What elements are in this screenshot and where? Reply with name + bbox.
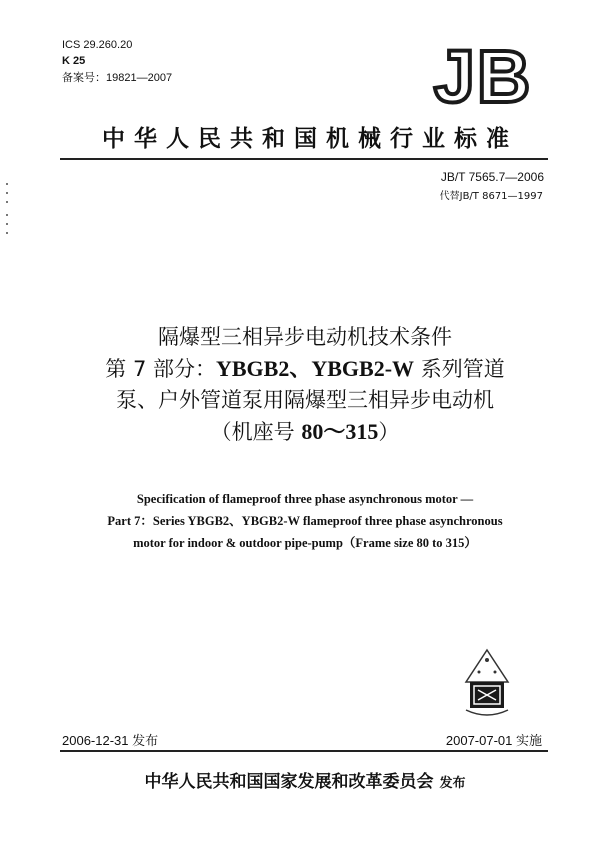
title-en-line-3: motor for indoor & outdoor pipe-pump（Frame size 80 to 315） (133, 536, 477, 550)
footer-divider (60, 750, 548, 752)
logo-text: JB (433, 40, 533, 110)
title-cn-series: YBGB2、YBGB2-W (216, 356, 415, 381)
organization-title: 中华人民共和国机械行业标准 (102, 126, 518, 152)
publish-date: 2006-12-31 发布 (62, 733, 159, 748)
title-cn-series-suffix: 系列管道 (414, 357, 505, 381)
issuer-action: 发布 (439, 776, 466, 791)
classification-code: K 25 (62, 55, 86, 67)
jb-logo (424, 40, 542, 110)
title-cn-frame-prefix: （机座号 (210, 420, 302, 444)
title-cn-line-2 (40, 353, 570, 385)
header-divider (60, 158, 548, 160)
title-cn-line-4 (40, 416, 570, 448)
title-cn-frame-range: 80～315 (301, 419, 379, 444)
title-en-line-2: Part 7：Series YBGB2、YBGB2-W flameproof three phase asynchronous (107, 514, 503, 528)
title-en-line-1: Specification of flameproof three phase asynchronous motor — (136, 492, 474, 506)
title-cn-line-1: 隔爆型三相异步电动机技术条件 (158, 325, 452, 349)
title-cn-frame-suffix: ） (378, 420, 400, 444)
issuer-line (60, 767, 550, 792)
record-number: 备案号：19821—2007 (62, 72, 173, 84)
title-cn-line-3: 泵、户外管道泵用隔爆型三相异步电动机 (116, 388, 494, 412)
publisher-emblem-icon (460, 648, 514, 720)
implement-date: 2007-07-01 实施 (445, 733, 542, 748)
title-cn-part: 第 7 部分： (105, 357, 216, 381)
issuer-name: 中华人民共和国国家发展和改革委员会 (144, 772, 434, 792)
replaces-standard: 代替JB/T 8671—1997 (439, 191, 543, 202)
ics-code: ICS 29.260.20 (62, 39, 133, 51)
title-english (40, 488, 570, 554)
binding-mark-bottom (6, 214, 8, 238)
binding-mark-top (6, 183, 8, 205)
title-chinese (40, 322, 570, 448)
standard-number: JB/T 7565.7—2006 (440, 170, 544, 184)
